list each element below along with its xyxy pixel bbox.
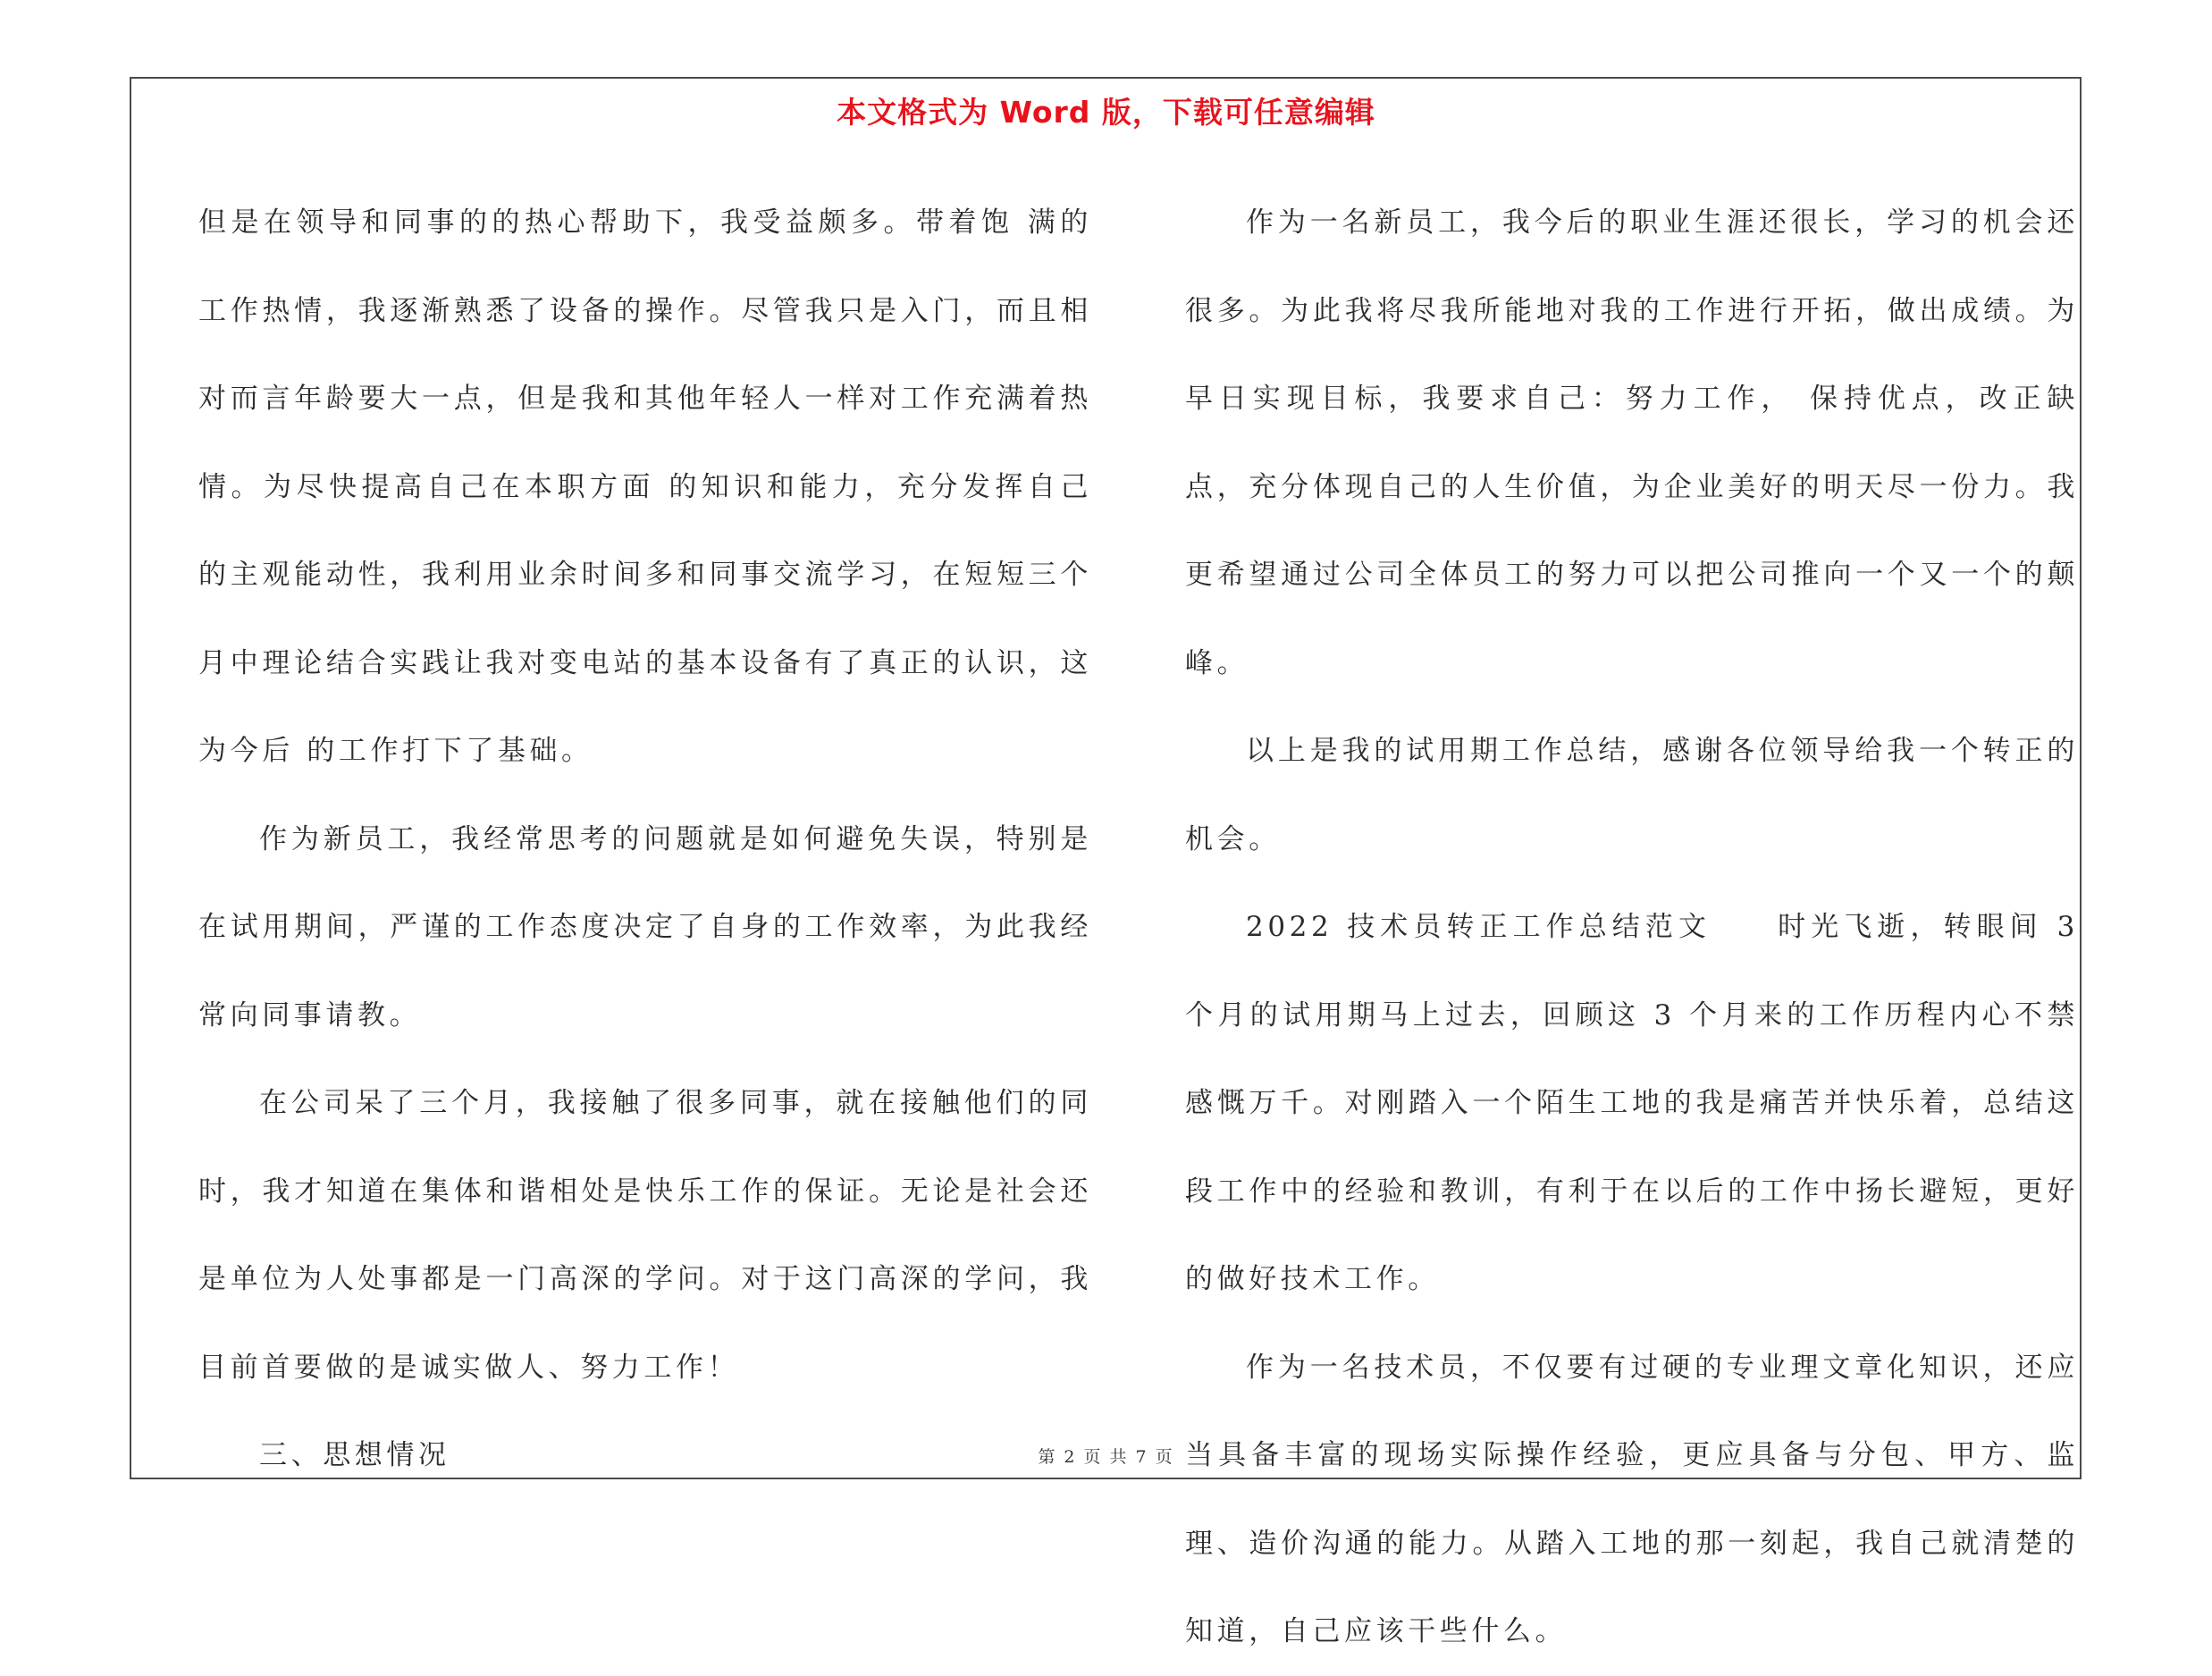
format-banner — [0, 89, 2212, 131]
right-paragraph-1: 作为一名新员工，我今后的职业生涯还很长，学习的机会还很多。为此我将尽我所能地对我的工作进行开拓，做出成绩。为早日实现目标，我要求自己：努力工作， 保持优点，改正缺点，充分体现自己的人生价值，为企业美好的明天尽一份力。我更希望通过公司全体员工的努力可以把公司推向一个又一个的颠峰。 — [1185, 206, 2079, 679]
left-paragraph-3: 在公司呆了三个月，我接触了很多同事，就在接触他们的同时，我才知道在集体和谐相处是快乐工作的保证。无论是社会还是单位为人处事都是一门高深的学问。对于这门高深的学问，我目前首要做的是诚实做人、努力工作！ — [198, 1087, 1092, 1384]
left-column — [198, 179, 1092, 1500]
right-paragraph-4: 作为一名技术员，不仅要有过硬的专业理文章化知识，还应当具备丰富的现场实际操作经验，更应具备与分包、甲方、监理、造价沟通的能力。从踏入工地的那一刻起，我自己就清楚的知道，自己应该干些什么。 — [1185, 1351, 2079, 1647]
page-number: 第 2 页 共 7 页 — [1038, 1447, 1174, 1467]
section-heading: 三、思想情况 — [259, 1439, 450, 1471]
left-paragraph-1: 但是在领导和同事的的热心帮助下，我受益颇多。带着饱 满的工作热情，我逐渐熟悉了设备的操作。尽管我只是入门，而且相对而言年龄要大一点，但是我和其他年轻人一样对工作充满着热情。为尽快提高自己在本职方面 的知识和能力，充分发挥自己的主观能动性，我利用业余时间多和同事交流学习，在短短三个月中理论结合实践让我对变电站的基本设备有了真正的认识，这为今后 的工作打下了基础。 — [198, 206, 1092, 767]
right-paragraph-3: 2022 技术员转正工作总结范文 时光飞逝，转眼间 3 个月的试用期马上过去，回顾这 3 个月来的工作历程内心不禁感慨万千。对刚踏入一个陌生工地的我是痛苦并快乐着，总结这段工作中的经验和教训，有利于在以后的工作中扬长避短，更好的做好技术工作。 — [1185, 911, 2079, 1295]
right-paragraph-2: 以上是我的试用期工作总结，感谢各位领导给我一个转正的机会。 — [1185, 735, 2079, 855]
left-paragraph-2: 作为新员工，我经常思考的问题就是如何避免失误，特别是在试用期间，严谨的工作态度决定了自身的工作效率，为此我经常向同事请教。 — [198, 822, 1092, 1032]
format-banner-text: 本文格式为 Word 版，下载可任意编辑 — [837, 95, 1375, 130]
page-footer — [0, 1444, 2212, 1468]
